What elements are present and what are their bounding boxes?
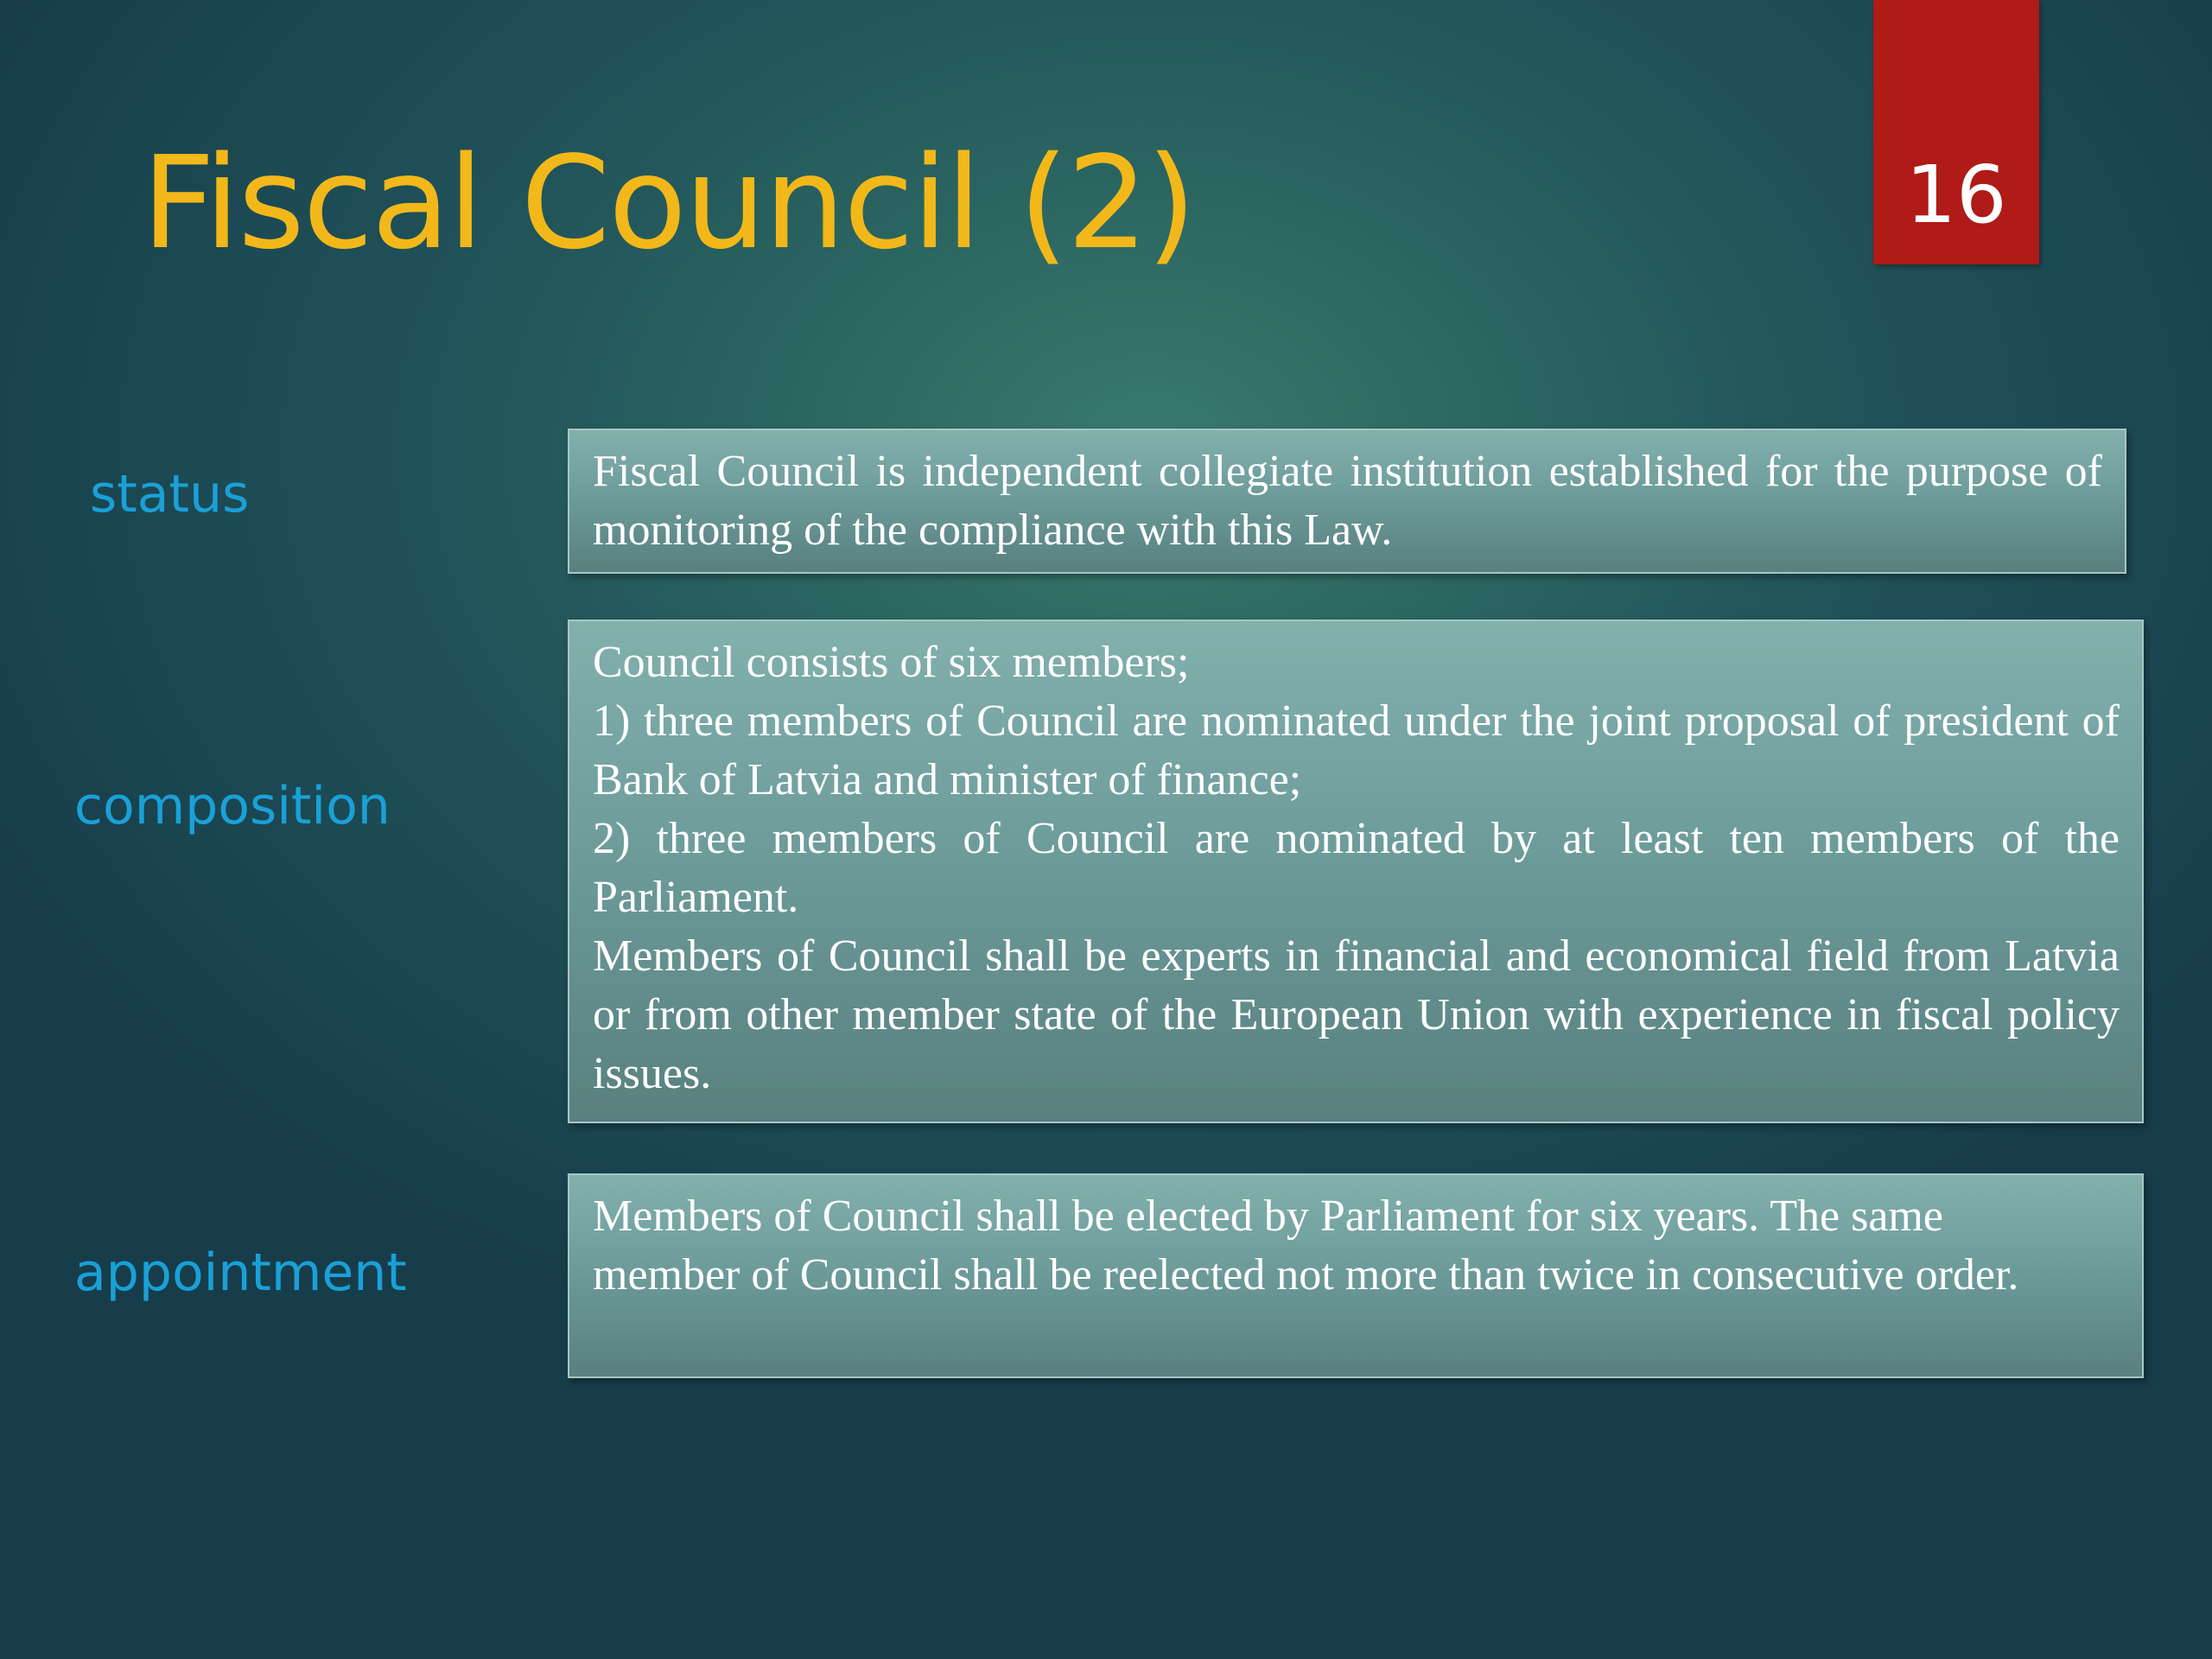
page-number-badge <box>1873 0 2039 264</box>
status-text-box <box>568 429 2126 574</box>
composition-item-1: 1) three members of Council are nominated under the joint proposal of president of Bank of Latvia and minister of finance; <box>593 696 2120 804</box>
status-label: status <box>90 464 250 524</box>
appointment-text-box <box>568 1173 2144 1378</box>
appointment-text: Members of Council shall be elected by Parliament for six years. The same member of Council shall be reelected not more than twice in consecutive order. <box>593 1192 2019 1300</box>
appointment-label: appointment <box>74 1243 407 1303</box>
page-number: 16 <box>1905 149 2007 241</box>
composition-label: composition <box>74 776 391 836</box>
composition-item-2: 2) three members of Council are nominated by at least ten members of the Parliament. <box>593 814 2120 922</box>
slide-title: Fiscal Council (2) <box>142 129 1195 277</box>
composition-text-box <box>568 620 2144 1123</box>
composition-experts: Members of Council shall be experts in financial and economical field from Latvia or from other member state of the European Union with experience in fiscal policy issues. <box>593 931 2120 1098</box>
status-text: Fiscal Council is independent collegiate institution established for the purpose of monitoring of the compliance with this Law. <box>593 447 2102 555</box>
composition-intro: Council consists of six members; <box>593 638 1190 687</box>
